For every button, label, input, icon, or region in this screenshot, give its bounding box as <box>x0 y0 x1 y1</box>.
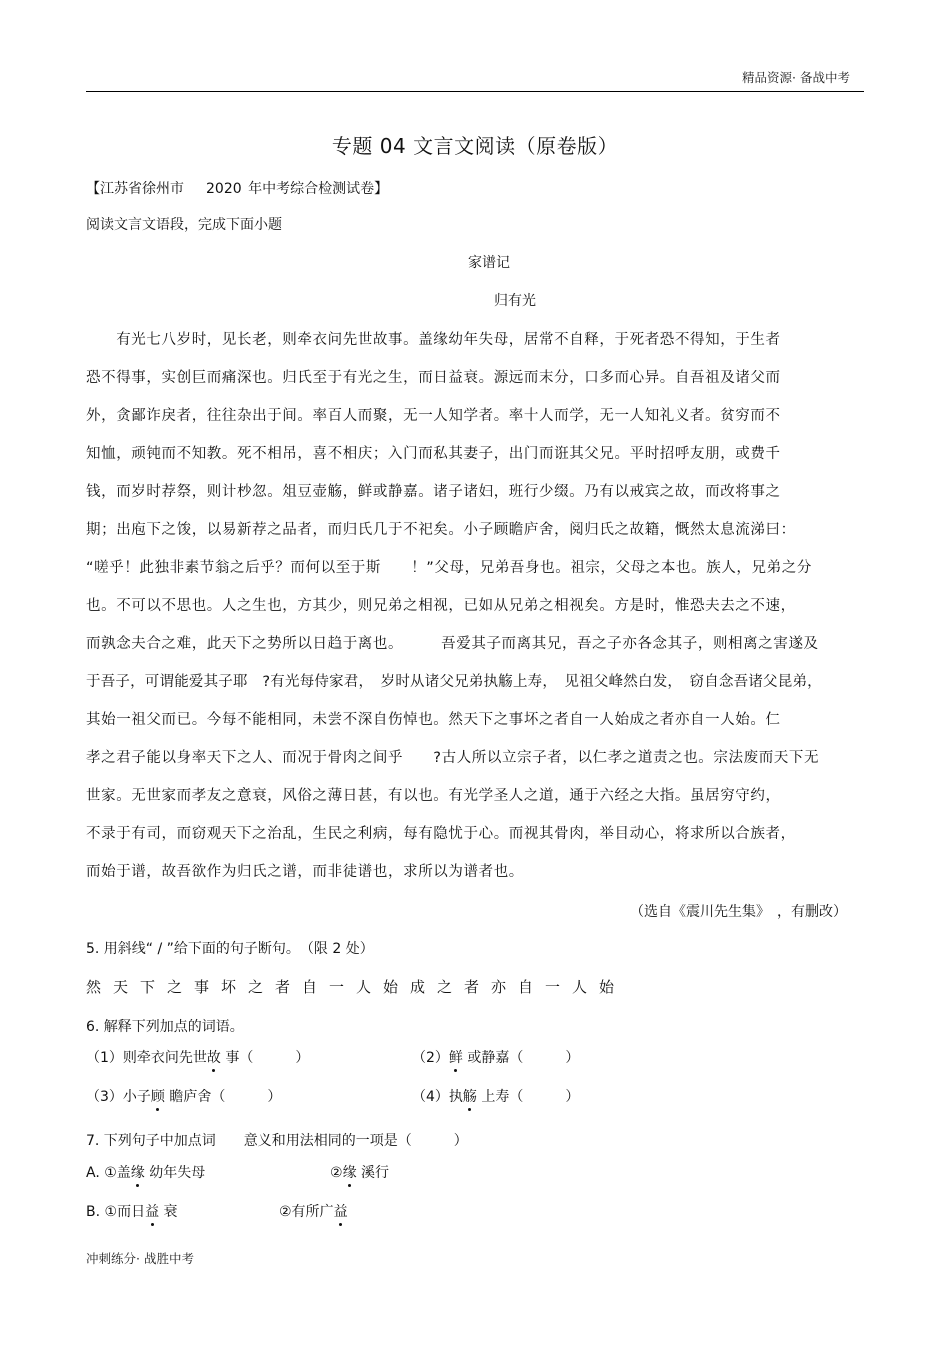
passage-line: 钱，而岁时荐祭，则计杪忽。俎豆壶觞，鲜或静嘉。诸子诸妇，班行少缀。乃有以戒宾之故，而改将事之 <box>86 484 781 500</box>
passage-line: 也。不可以不思也。人之生也，方其少，则兄弟之相视，已如从兄弟之相视矣。方是时，惟恐夫去之不速， <box>86 598 796 614</box>
question-7-option-b-second <box>279 1201 348 1221</box>
dotted-word: 缘 <box>342 1165 357 1181</box>
option-text: ②有所广 <box>279 1204 334 1220</box>
passage-title: 家谱记 <box>468 255 510 271</box>
exam-source <box>86 178 388 198</box>
q6-item-text: （2） <box>412 1050 449 1066</box>
passage-line: 不录于有司，而窃观天下之治乱，生民之利病，每有隐忧于心。而视其骨肉，举目动心，将求所以合族者， <box>86 826 796 842</box>
exam-source-part1: 【江苏省徐州市 <box>86 181 184 197</box>
q6-item-blank: 或静嘉（ ） <box>462 1050 580 1066</box>
dotted-word: 缘 <box>130 1165 145 1181</box>
question-7-option-a <box>86 1162 205 1182</box>
question-6-prompt: 6. 解释下列加点的词语。 <box>86 1019 244 1035</box>
passage-line: “嗟乎！此独非素节翁之后乎？而何以至于斯 ！”父母，兄弟吾身也。祖宗，父母之本也。族人，兄弟之分 <box>86 560 812 576</box>
passage-line: 外，贪鄙诈戾者，往往杂出于间。率百人而聚，无一人知学者。率十人而学，无一人知礼义者。贫穷而不 <box>86 408 781 424</box>
dotted-word: 觞 <box>462 1089 477 1105</box>
q6-item-text: （4）执 <box>412 1089 463 1105</box>
header-divider <box>86 91 864 92</box>
dotted-word: 故 <box>206 1050 221 1066</box>
option-letter: B. <box>86 1204 101 1220</box>
dotted-word: 益 <box>333 1204 348 1220</box>
question-7-prompt: 7. 下列句子中加点词 意义和用法相同的一项是（ ） <box>86 1133 468 1149</box>
question-7-option-a-second <box>330 1162 389 1182</box>
option-text: 溪行 <box>356 1165 390 1181</box>
passage-line: 于吾子，可谓能爱其子耶 ?有光每侍家君， 岁时从诸父兄弟执觞上寿， 见祖父峰然白发， 窃自念吾诸父昆弟， <box>86 674 822 690</box>
option-text: 衰 <box>159 1204 178 1220</box>
passage-line: 而始于谱，故吾欲作为归氏之谱，而非徒谱也，求所以为谱者也。 <box>86 864 524 880</box>
reading-instruction: 阅读文言文语段，完成下面小题 <box>86 217 282 233</box>
question-6-item-4 <box>412 1086 579 1106</box>
option-letter: A. <box>86 1165 100 1181</box>
passage-author: 归有光 <box>494 293 536 309</box>
passage-line: 世家。无世家而孝友之意衰，风俗之薄日甚，有以也。有光学圣人之道，通于六经之大指。虽居穷守约， <box>86 788 781 804</box>
question-7-option-b <box>86 1201 178 1221</box>
question-6-item-1 <box>86 1047 309 1067</box>
question-5-prompt: 5. 用斜线“ / ”给下面的句子断句。 （限 2 处） <box>86 941 374 957</box>
passage-line: 而孰念夫合之难，此天下之势所以日趋于离也。 吾爱其子而离其兄，吾之子亦各念其子，则相离之害遂及 <box>86 636 819 652</box>
dotted-word: 鲜 <box>448 1050 463 1066</box>
q6-item-text: （1）则牵衣问先世 <box>86 1050 207 1066</box>
passage-line: 期；出庖下之馂，以易新荐之品者，而归氏几于不祀矣。小子顾瞻庐舍，阅归氏之故籍，慨然太息流涕曰： <box>86 522 796 538</box>
question-6-item-2 <box>412 1047 579 1067</box>
passage-line: 知恤，顽钝而不知教。死不相吊，喜不相庆；入门而私其妻子，出门而诳其父兄。平时招呼友朋，或费千 <box>86 446 781 462</box>
q6-item-blank: 事（ ） <box>220 1050 310 1066</box>
exam-source-part2: 2020 年中考综合检测试卷】 <box>206 181 389 197</box>
document-title: 专题 04 文言文阅读（原卷版） <box>331 134 619 158</box>
q6-item-text: （3）小子 <box>86 1089 151 1105</box>
q6-item-blank: 瞻庐舍（ ） <box>164 1089 282 1105</box>
passage-line: 有光七八岁时，见长老，则牵衣问先世故事。盖缘幼年失母，居常不自释，于死者恐不得知，于生者 <box>86 332 781 348</box>
question-5-sentence: 然天下之事坏之者自一人始成之者亦自一人始 <box>86 978 627 996</box>
option-text: ①而日 <box>104 1204 146 1220</box>
dotted-word: 顾 <box>150 1089 165 1105</box>
dotted-word: 益 <box>145 1204 160 1220</box>
option-text: ①盖 <box>104 1165 131 1181</box>
option-text: ② <box>330 1165 343 1181</box>
passage-line: 孝之君子能以身率天下之人、而况于骨肉之间乎 ?古人所以立宗子者，以仁孝之道责之也。宗法废而天下无 <box>86 750 820 766</box>
passage-line: 其始一祖父而已。今每不能相同，未尝不深自伤悼也。然天下之事坏之者自一人始成之者亦自一人始。仁 <box>86 712 781 728</box>
option-text: 幼年失母 <box>144 1165 206 1181</box>
passage-line: 恐不得事，实创巨而痛深也。归氏至于有光之生，而日益衰。源远而末分，口多而心异。自吾祖及诸父而 <box>86 370 781 386</box>
header-tagline: 精品资源· 备战中考 <box>742 70 850 85</box>
footer-tagline: 冲刺练分· 战胜中考 <box>86 1251 194 1266</box>
q6-item-blank: 上寿（ ） <box>476 1089 580 1105</box>
passage-citation: （选自《震川先生集》 ，有删改） <box>630 904 847 920</box>
question-6-item-3 <box>86 1086 281 1106</box>
